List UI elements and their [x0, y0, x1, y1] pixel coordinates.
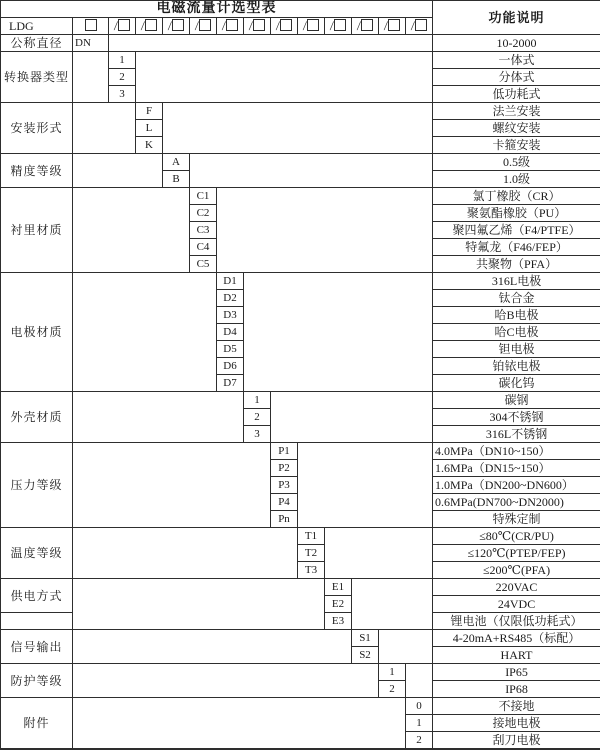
section-code: 1: [406, 715, 433, 732]
section-desc: 法兰安装: [433, 103, 600, 120]
slash-separator: /: [140, 19, 145, 33]
section-label: 附件: [1, 698, 73, 750]
slash-separator: /: [194, 19, 199, 33]
blank-cell: [73, 698, 406, 750]
model-code-box: [298, 18, 325, 35]
model-prefix: LDG: [1, 18, 73, 35]
section-label: 温度等级: [1, 528, 73, 579]
section-label: 防护等级: [1, 664, 73, 698]
section-code: L: [136, 120, 163, 137]
section-code: P3: [271, 477, 298, 494]
section-code: F: [136, 103, 163, 120]
section-desc: 锂电池（仅限低功耗式）: [433, 613, 600, 630]
model-code-box: [109, 18, 136, 35]
section-desc: HART: [433, 647, 600, 664]
model-code-box: [244, 18, 271, 35]
section-desc: 0.6MPa(DN700~DN2000): [433, 494, 600, 511]
section-code: C2: [190, 205, 217, 222]
checkbox-square-icon: [85, 19, 97, 31]
section-code: S1: [352, 630, 379, 647]
section-desc: 特氟龙（F46/FEP）: [433, 239, 600, 256]
section-label: 衬里材质: [1, 188, 73, 273]
checkbox-square-icon: [280, 19, 292, 31]
section-code: C5: [190, 256, 217, 273]
function-column-header: 功能说明: [433, 1, 600, 35]
section-code: P4: [271, 494, 298, 511]
model-code-box: [163, 18, 190, 35]
checkbox-square-icon: [253, 19, 265, 31]
section-desc: 10-2000: [433, 35, 600, 52]
section-desc: 碳钢: [433, 392, 600, 409]
blank-cell: [73, 103, 136, 154]
blank-cell: [190, 154, 433, 188]
section-code: E1: [325, 579, 352, 596]
section-code: 2: [406, 732, 433, 750]
section-desc: 接地电极: [433, 715, 600, 732]
blank-cell: [73, 528, 298, 579]
section-desc: 1.0级: [433, 171, 600, 188]
section-code: D5: [217, 341, 244, 358]
checkbox-square-icon: [415, 19, 427, 31]
model-code-box: [271, 18, 298, 35]
section-code: 3: [109, 86, 136, 103]
section-code: E3: [325, 613, 352, 630]
section-code: T3: [298, 562, 325, 579]
section-desc: 聚四氟乙烯（F4/PTFE）: [433, 222, 600, 239]
section-desc: ≤200℃(PFA): [433, 562, 600, 579]
section-desc: ≤120℃(PTEP/FEP): [433, 545, 600, 562]
model-code-box: [352, 18, 379, 35]
section-desc: IP65: [433, 664, 600, 681]
model-code-box: [379, 18, 406, 35]
section-desc: 共聚物（PFA）: [433, 256, 600, 273]
section-label: 精度等级: [1, 154, 73, 188]
section-desc: 刮刀电极: [433, 732, 600, 750]
slash-separator: /: [329, 19, 334, 33]
section-label: 安装形式: [1, 103, 73, 154]
checkbox-square-icon: [388, 19, 400, 31]
section-code: A: [163, 154, 190, 171]
section-code: 1: [379, 664, 406, 681]
section-desc: IP68: [433, 681, 600, 698]
section-code: DN: [73, 35, 109, 52]
blank-cell: [271, 392, 433, 443]
section-code: B: [163, 171, 190, 188]
slash-separator: /: [248, 19, 253, 33]
section-label: 电极材质: [1, 273, 73, 392]
model-code-box: [136, 18, 163, 35]
section-desc: 一体式: [433, 52, 600, 69]
section-code: C3: [190, 222, 217, 239]
section-code: D1: [217, 273, 244, 290]
section-code: T1: [298, 528, 325, 545]
checkbox-square-icon: [199, 19, 211, 31]
section-desc: 0.5级: [433, 154, 600, 171]
section-code: 3: [244, 426, 271, 443]
checkbox-square-icon: [172, 19, 184, 31]
section-code: P1: [271, 443, 298, 460]
section-desc: 316L不锈钢: [433, 426, 600, 443]
model-code-box: [190, 18, 217, 35]
section-code: 1: [109, 52, 136, 69]
blank-cell: [73, 52, 109, 103]
section-desc: 碳化钨: [433, 375, 600, 392]
section-desc: 304不锈钢: [433, 409, 600, 426]
blank-cell: [298, 443, 433, 528]
blank-cell: [217, 188, 433, 273]
model-code-box: [406, 18, 433, 35]
section-desc: 316L电极: [433, 273, 600, 290]
slash-separator: /: [356, 19, 361, 33]
blank-cell: [73, 443, 271, 528]
blank-cell: [352, 579, 433, 630]
blank-cell: [325, 528, 433, 579]
section-code: P2: [271, 460, 298, 477]
slash-separator: /: [410, 19, 415, 33]
section-desc: 聚氨酯橡胶（PU）: [433, 205, 600, 222]
checkbox-square-icon: [361, 19, 373, 31]
blank-cell: [73, 579, 325, 630]
slash-separator: /: [113, 19, 118, 33]
section-code: D4: [217, 324, 244, 341]
section-code: T2: [298, 545, 325, 562]
checkbox-square-icon: [118, 19, 130, 31]
model-code-box: [73, 18, 109, 35]
section-desc: 哈B电极: [433, 307, 600, 324]
blank-cell: [244, 273, 433, 392]
section-code: K: [136, 137, 163, 154]
blank-cell: [379, 630, 433, 664]
checkbox-square-icon: [145, 19, 157, 31]
checkbox-square-icon: [307, 19, 319, 31]
slash-separator: /: [302, 19, 307, 33]
section-label: 供电方式: [1, 579, 73, 613]
section-code: 2: [379, 681, 406, 698]
blank-cell: [73, 188, 190, 273]
blank-cell: [73, 273, 217, 392]
section-code: E2: [325, 596, 352, 613]
model-code-box: [325, 18, 352, 35]
section-code: Pn: [271, 511, 298, 528]
section-code: 0: [406, 698, 433, 715]
section-desc: 24VDC: [433, 596, 600, 613]
slash-separator: /: [167, 19, 172, 33]
section-desc: 氯丁橡胶（CR）: [433, 188, 600, 205]
section-label-filler: [1, 613, 73, 630]
section-code: S2: [352, 647, 379, 664]
section-desc: 220VAC: [433, 579, 600, 596]
blank-cell: [73, 664, 379, 698]
section-code: D2: [217, 290, 244, 307]
blank-cell: [73, 392, 244, 443]
blank-cell: [136, 52, 433, 103]
slash-separator: /: [221, 19, 226, 33]
model-code-box: [217, 18, 244, 35]
blank-cell: [163, 103, 433, 154]
section-desc: 特殊定制: [433, 511, 600, 528]
slash-separator: /: [275, 19, 280, 33]
section-label: 公称直径: [1, 35, 73, 52]
section-code: C1: [190, 188, 217, 205]
blank-cell: [406, 664, 433, 698]
section-desc: 分体式: [433, 69, 600, 86]
section-label: 转换器类型: [1, 52, 73, 103]
table-body: [1, 1, 600, 750]
section-desc: 4-20mA+RS485（标配）: [433, 630, 600, 647]
section-code: D7: [217, 375, 244, 392]
section-label: 外壳材质: [1, 392, 73, 443]
section-desc: 哈C电极: [433, 324, 600, 341]
section-desc: 铂铱电极: [433, 358, 600, 375]
section-code: 2: [244, 409, 271, 426]
blank-cell: [73, 630, 352, 664]
section-desc: 钛合金: [433, 290, 600, 307]
section-desc: 1.0MPa（DN200~DN600）: [433, 477, 600, 494]
section-label: 压力等级: [1, 443, 73, 528]
slash-separator: /: [383, 19, 388, 33]
section-desc: ≤80℃(CR/PU): [433, 528, 600, 545]
section-desc: 低功耗式: [433, 86, 600, 103]
section-desc: 卡箍安装: [433, 137, 600, 154]
section-code: 1: [244, 392, 271, 409]
blank-cell: [73, 154, 163, 188]
section-desc: 4.0MPa（DN10~150）: [433, 443, 600, 460]
checkbox-square-icon: [334, 19, 346, 31]
section-desc: 1.6MPa（DN15~150）: [433, 460, 600, 477]
blank-cell: [109, 35, 433, 52]
section-desc: 不接地: [433, 698, 600, 715]
section-code: D3: [217, 307, 244, 324]
page-title: 电磁流量计选型表: [1, 1, 433, 18]
section-desc: 钽电极: [433, 341, 600, 358]
checkbox-square-icon: [226, 19, 238, 31]
section-code: 2: [109, 69, 136, 86]
section-label: 信号输出: [1, 630, 73, 664]
section-code: D6: [217, 358, 244, 375]
section-desc: 螺纹安装: [433, 120, 600, 137]
section-code: C4: [190, 239, 217, 256]
